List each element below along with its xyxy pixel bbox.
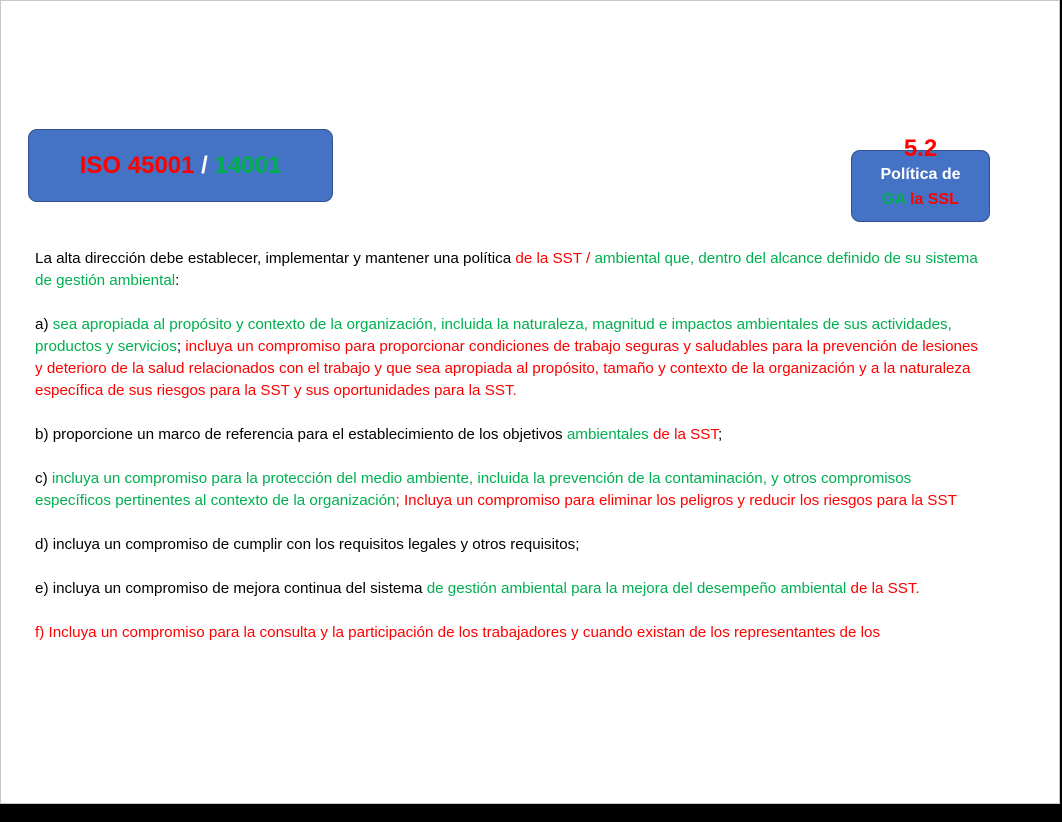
- text-run: b) proporcione un marco de referencia para el establecimiento de los objetivos: [35, 426, 567, 443]
- text-run: sea apropiada al propósito y contexto de la organización, incluida la naturaleza, magnitud e impactos ambientales de sus actividades, productos y servicios: [35, 316, 952, 355]
- text-run: ;: [176, 338, 186, 355]
- text-run: de la SST.: [846, 580, 920, 597]
- text-run: c): [35, 470, 52, 487]
- paragraph-b: [35, 424, 980, 446]
- text-run: ;: [718, 426, 723, 443]
- text-run: ; Incluya un compromiso para eliminar los peligros y reducir los riesgos para la SST: [395, 492, 957, 509]
- paragraph-intro: [35, 248, 980, 292]
- title-number: 14001: [214, 151, 282, 179]
- text-run: ambiental que, dentro del alcance definido de su sistema de gestión ambiental: [35, 250, 978, 289]
- text-run: de gestión ambiental para la mejora del desempeño ambiental: [426, 580, 847, 597]
- paragraph-c: [35, 468, 980, 512]
- text-run: a): [35, 316, 53, 333]
- section-title-ga: GA: [882, 191, 906, 208]
- section-title-line2: [852, 191, 989, 209]
- section-title-line1: Política de: [880, 166, 961, 183]
- text-run: ambientales: [566, 426, 649, 443]
- text-run: incluya un compromiso para la protección del medio ambiente, incluida la prevención de la contaminación, y otros compromisos específicos pertinentes al contexto de la organización: [35, 470, 912, 509]
- text-run: de la SST /: [515, 250, 595, 267]
- text-run: incluya un compromiso para proporcionar condiciones de trabajo seguras y saludables para la prevención de lesiones y deterioro de la salud relacionados con el trabajo y que sea apropiada al propósito, tamaño y contexto de la organización y a la naturaleza específica de sus riesgos para la SST y sus oportunidades para la SST.: [35, 338, 979, 399]
- section-badge: [851, 135, 990, 222]
- text-run: La alta dirección debe establecer, implementar y mantener una política: [35, 250, 516, 267]
- section-title-ssl: la SSL: [909, 191, 959, 208]
- policy-text: [35, 248, 980, 677]
- title-iso: ISO 45001: [79, 151, 195, 179]
- paragraph-d: d) incluya un compromiso de cumplir con los requisitos legales y otros requisitos;: [35, 536, 580, 553]
- paragraph-a: [35, 314, 980, 402]
- text-run: de la SST: [648, 426, 718, 443]
- title-box: [28, 129, 333, 202]
- text-run: :: [175, 272, 180, 289]
- title-separator: /: [194, 151, 215, 179]
- paragraph-f: f) Incluya un compromiso para la consulta y la participación de los trabajadores y cuando existan de los representantes de los: [35, 624, 881, 641]
- paragraph-e: [35, 578, 980, 600]
- section-number: 5.2: [903, 135, 938, 162]
- text-run: e) incluya un compromiso de mejora continua del sistema: [35, 580, 427, 597]
